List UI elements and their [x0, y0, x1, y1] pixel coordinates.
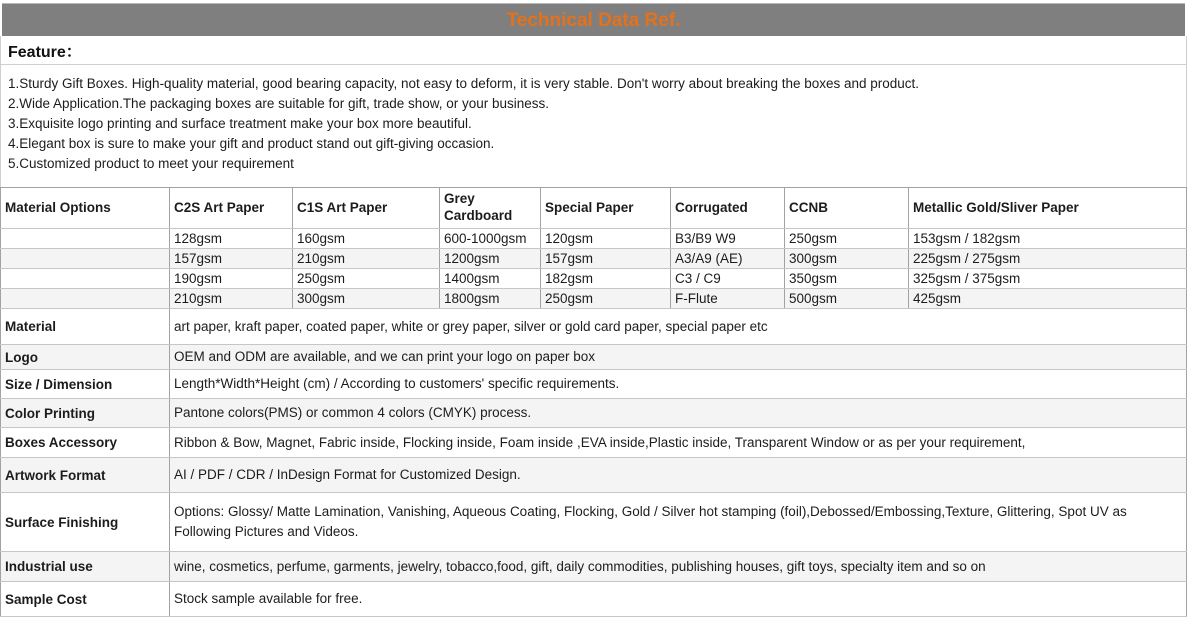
- gsm-cell: 350gsm: [785, 269, 909, 289]
- spec-value: Stock sample available for free.: [170, 582, 1187, 617]
- gsm-cell: 1800gsm: [440, 289, 541, 309]
- gsm-cell: 250gsm: [541, 289, 671, 309]
- column-header-ccnb: CCNB: [785, 188, 909, 229]
- empty-cell: [1, 249, 170, 269]
- gsm-cell: 425gsm: [909, 289, 1187, 309]
- spec-row-size-dimension: [1, 370, 1187, 399]
- technical-data-table: [0, 187, 1187, 617]
- feature-item: 1.Sturdy Gift Boxes. High-quality material, good bearing capacity, not easy to deform, it is very stable. Don't worry about breaking the boxes and product.: [8, 76, 920, 91]
- spec-value: OEM and ODM are available, and we can print your logo on paper box: [170, 345, 1187, 370]
- column-header-grey-cardboard: Grey Cardboard: [440, 188, 541, 229]
- feature-heading: Feature：: [0, 36, 1187, 65]
- feature-item: 5.Customized product to meet your requirement: [8, 156, 294, 171]
- spec-value: AI / PDF / CDR / InDesign Format for Customized Design.: [170, 458, 1187, 493]
- column-header-special-paper: Special Paper: [541, 188, 671, 229]
- gsm-cell: 182gsm: [541, 269, 671, 289]
- gsm-cell: 500gsm: [785, 289, 909, 309]
- gsm-cell: 1400gsm: [440, 269, 541, 289]
- empty-cell: [1, 289, 170, 309]
- spec-label: Boxes Accessory: [1, 428, 170, 458]
- spec-row-sample-cost: [1, 582, 1187, 617]
- gsm-cell: C3 / C9: [671, 269, 785, 289]
- gsm-cell: F-Flute: [671, 289, 785, 309]
- gsm-cell: 160gsm: [293, 229, 440, 249]
- gsm-cell: 153gsm / 182gsm: [909, 229, 1187, 249]
- gsm-cell: 128gsm: [170, 229, 293, 249]
- spec-row-artwork-format: [1, 458, 1187, 493]
- empty-cell: [1, 269, 170, 289]
- spec-label: Logo: [1, 345, 170, 370]
- gsm-cell: A3/A9 (AE): [671, 249, 785, 269]
- table-row: [1, 269, 1187, 289]
- feature-list: [0, 65, 1187, 187]
- column-header-material-options: Material Options: [1, 188, 170, 229]
- spec-label: Color Printing: [1, 399, 170, 428]
- table-row: [1, 249, 1187, 269]
- table-row: [1, 229, 1187, 249]
- gsm-cell: 157gsm: [541, 249, 671, 269]
- spec-value: wine, cosmetics, perfume, garments, jewelry, tobacco,food, gift, daily commodities, publishing houses, gift toys, specialty item and so on: [170, 552, 1187, 582]
- spec-row-industrial-use: [1, 552, 1187, 582]
- spec-row-color-printing: [1, 399, 1187, 428]
- feature-item: 3.Exquisite logo printing and surface treatment make your box more beautiful.: [8, 116, 472, 131]
- gsm-cell: B3/B9 W9: [671, 229, 785, 249]
- title-bar: [2, 3, 1185, 36]
- spec-value: Pantone colors(PMS) or common 4 colors (CMYK) process.: [170, 399, 1187, 428]
- spec-value: Ribbon & Bow, Magnet, Fabric inside, Flocking inside, Foam inside ,EVA inside,Plastic inside, Transparent Window or as per your requirement,: [170, 428, 1187, 458]
- feature-item: 4.Elegant box is sure to make your gift and product stand out gift-giving occasion.: [8, 136, 495, 151]
- gsm-cell: 210gsm: [170, 289, 293, 309]
- spec-label: Size / Dimension: [1, 370, 170, 399]
- empty-cell: [1, 229, 170, 249]
- spec-row-surface-finishing: [1, 493, 1187, 552]
- spec-label: Material: [1, 309, 170, 345]
- spec-row-logo: [1, 345, 1187, 370]
- spec-value: art paper, kraft paper, coated paper, white or grey paper, silver or gold card paper, special paper etc: [170, 309, 1187, 345]
- gsm-cell: 250gsm: [293, 269, 440, 289]
- gsm-cell: 600-1000gsm: [440, 229, 541, 249]
- spec-value: Length*Width*Height (cm) / According to customers' specific requirements.: [170, 370, 1187, 399]
- gsm-cell: 157gsm: [170, 249, 293, 269]
- gsm-cell: 225gsm / 275gsm: [909, 249, 1187, 269]
- spec-label: Artwork Format: [1, 458, 170, 493]
- spec-row-material: [1, 309, 1187, 345]
- table-header-row: [1, 188, 1187, 229]
- spec-label: Surface Finishing: [1, 493, 170, 552]
- gsm-cell: 300gsm: [293, 289, 440, 309]
- gsm-cell: 325gsm / 375gsm: [909, 269, 1187, 289]
- column-header-corrugated: Corrugated: [671, 188, 785, 229]
- gsm-cell: 210gsm: [293, 249, 440, 269]
- gsm-cell: 250gsm: [785, 229, 909, 249]
- gsm-cell: 120gsm: [541, 229, 671, 249]
- gsm-cell: 300gsm: [785, 249, 909, 269]
- column-header-c2s-art-paper: C2S Art Paper: [170, 188, 293, 229]
- gsm-cell: 190gsm: [170, 269, 293, 289]
- page-title: Technical Data Ref.: [506, 10, 681, 31]
- spec-label: Industrial use: [1, 552, 170, 582]
- spec-value: Options: Glossy/ Matte Lamination, Vanishing, Aqueous Coating, Flocking, Gold / Silver hot stamping (foil),Debossed/Embossing,Texture, Glittering, Spot UV as Following Pictures and Videos.: [170, 493, 1187, 552]
- column-header-c1s-art-paper: C1S Art Paper: [293, 188, 440, 229]
- table-row: [1, 289, 1187, 309]
- spec-label: Sample Cost: [1, 582, 170, 617]
- spec-row-boxes-accessory: [1, 428, 1187, 458]
- gsm-cell: 1200gsm: [440, 249, 541, 269]
- column-header-metallic-paper: Metallic Gold/Sliver Paper: [909, 188, 1187, 229]
- feature-item: 2.Wide Application.The packaging boxes are suitable for gift, trade show, or your business.: [8, 96, 550, 111]
